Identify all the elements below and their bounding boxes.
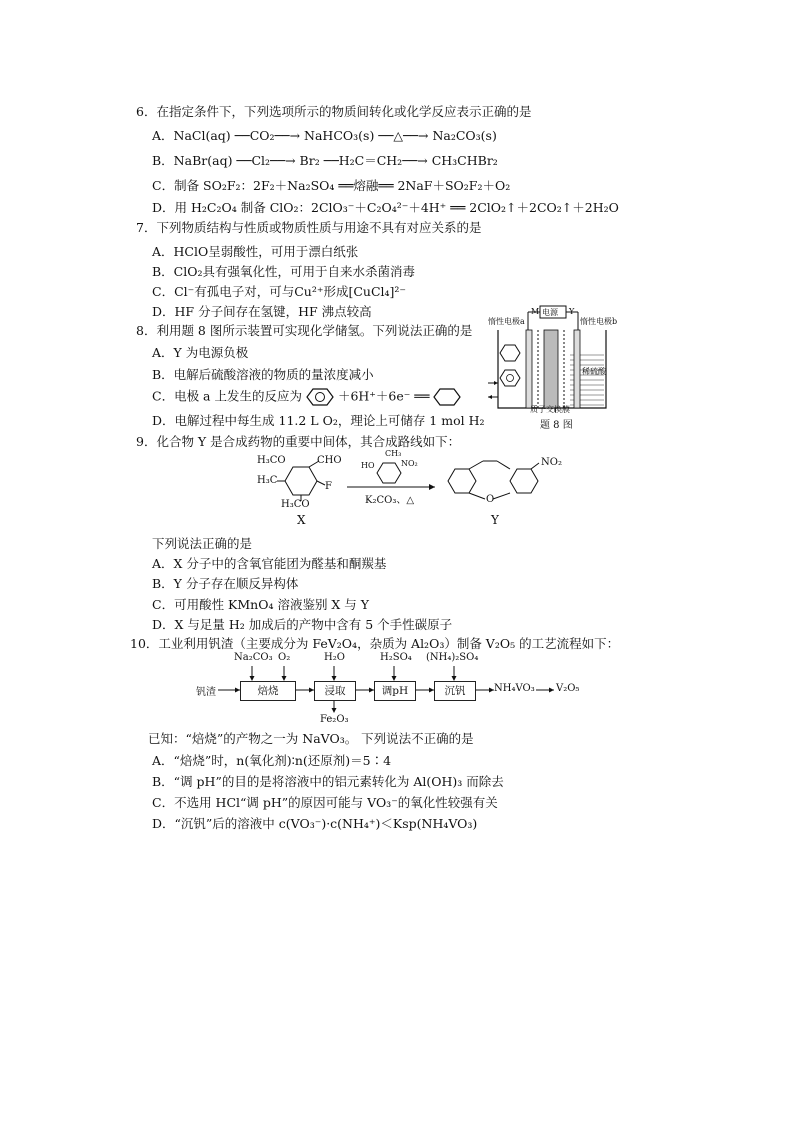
q9-synthesis-scheme bbox=[255, 449, 585, 530]
q10-option-a: A．“焙烧”时，n(氧化剂)∶n(还原剂)＝5∶4 bbox=[152, 753, 392, 768]
q6-option-a: A．NaCl(aq) ──CO₂──→ NaHCO₃(s) ──△──→ Na₂CO₃(s) bbox=[152, 128, 497, 143]
q7-option-d: D．HF 分子间存在氢键，HF 沸点较高 bbox=[152, 304, 372, 319]
x-substituent-cho: CHO bbox=[317, 455, 342, 466]
q10-flowchart bbox=[196, 652, 596, 727]
q10-option-b: B．“调 pH”的目的是将溶液中的铝元素转化为 Al(OH)₃ 而除去 bbox=[152, 774, 504, 789]
y-substituent-o: O bbox=[486, 494, 495, 505]
compound-y-label: Y bbox=[491, 513, 499, 527]
x-substituent-h3co-bottom: H₃CO bbox=[281, 499, 310, 510]
m-label: M bbox=[531, 307, 540, 316]
y-label: Y bbox=[569, 307, 575, 316]
q9-option-c: C．可用酸性 KMnO₄ 溶液鉴别 X 与 Y bbox=[152, 597, 370, 612]
flow-step-roasting: 焙烧 bbox=[240, 681, 296, 701]
sulfuric-acid-label: 稀硫酸 bbox=[582, 367, 606, 376]
flow-product-nh4vo3: NH₄VO₃ bbox=[494, 683, 535, 694]
flow-step-precipitate-vanadium: 沉钒 bbox=[434, 681, 476, 701]
q8-option-b: B．电解后硫酸溶液的物质的量浓度减小 bbox=[152, 367, 374, 382]
electrode-b-label: 惰性电极b bbox=[580, 317, 618, 326]
flow-product-v2o5: V₂O₅ bbox=[556, 683, 580, 694]
reagent-na2co3: Na₂CO₃ bbox=[234, 652, 273, 663]
q6-stem: 6．在指定条件下，下列选项所示的物质间转化或化学反应表示正确的是 bbox=[136, 104, 532, 119]
reagent-h2o: H₂O bbox=[324, 652, 345, 663]
q8-option-c-middle: ＋6H⁺＋6e⁻ ══ bbox=[337, 388, 430, 404]
q10-option-c: C．不选用 HCl“调 pH”的原因可能与 VO₃⁻的氧化性较强有关 bbox=[152, 795, 498, 810]
x-substituent-f: F bbox=[325, 481, 332, 492]
q8-option-c-prefix: C．电极 a 上发生的反应为 bbox=[152, 388, 302, 404]
q9-option-b: B．Y 分子存在顺反异构体 bbox=[152, 576, 299, 591]
q7-option-c: C．Cl⁻有孤电子对，可与Cu²⁺形成[CuCl₄]²⁻ bbox=[152, 284, 406, 299]
q10-known: 已知：“焙烧”的产物之一为 NaVO₃。 下列说法不正确的是 bbox=[148, 731, 474, 746]
reagent-ch3: CH₃ bbox=[385, 449, 402, 458]
q8-option-c bbox=[152, 388, 461, 406]
benzene-icon bbox=[306, 388, 334, 406]
reagent-ho: HO bbox=[361, 461, 375, 470]
membrane-label: 质子交换膜 bbox=[530, 405, 570, 414]
q7-stem: 7．下列物质结构与性质或物质性质与用途不具有对应关系的是 bbox=[136, 220, 482, 235]
q6-option-d: D．用 H₂C₂O₄ 制备 ClO₂：2ClO₃⁻＋C₂O₄²⁻＋4H⁺ ══ 2ClO₂↑＋2CO₂↑＋2H₂O bbox=[152, 200, 619, 215]
electrode-a-label: 惰性电极a bbox=[488, 317, 525, 326]
x-substituent-h3co-top: H₃CO bbox=[257, 455, 286, 466]
q10-stem: 10．工业利用钒渣（主要成分为 FeV₂O₄，杂质为 Al₂O₃）制备 V₂O₅ 的工艺流程如下： bbox=[130, 636, 620, 651]
reagent-h2so4: H₂SO₄ bbox=[380, 652, 412, 663]
reagent-o2: O₂ bbox=[278, 652, 291, 663]
q9-intro: 下列说法正确的是 bbox=[152, 536, 253, 551]
q8-figure bbox=[488, 300, 618, 430]
byproduct-fe2o3: Fe₂O₃ bbox=[320, 714, 349, 725]
flow-step-adjust-ph: 调pH bbox=[374, 681, 416, 701]
q6-option-b: B．NaBr(aq) ──Cl₂──→ Br₂ ──H₂C＝CH₂──→ CH₃CHBr₂ bbox=[152, 153, 498, 168]
power-label: 电源 bbox=[542, 308, 558, 317]
q10-option-d: D．“沉钒”后的溶液中 c(VO₃⁻)·c(NH₄⁺)＜Ksp(NH₄VO₃) bbox=[152, 816, 478, 831]
cyclohexane-icon bbox=[433, 388, 461, 406]
reaction-conditions: K₂CO₃、△ bbox=[365, 495, 415, 506]
q9-option-a: A．X 分子中的含氧官能团为醛基和酮羰基 bbox=[152, 556, 387, 571]
x-substituent-h3c: H₃C bbox=[257, 475, 278, 486]
flow-start-vanadium-slag: 钒渣 bbox=[196, 687, 216, 698]
figure-caption: 题 8 图 bbox=[540, 420, 573, 431]
q9-option-d: D．X 与足量 H₂ 加成后的产物中含有 5 个手性碳原子 bbox=[152, 617, 453, 632]
q8-stem: 8．利用题 8 图所示装置可实现化学储氢。下列说法正确的是 bbox=[136, 323, 473, 338]
q8-option-a: A．Y 为电源负极 bbox=[152, 345, 249, 360]
reagent-no2: NO₂ bbox=[401, 459, 418, 468]
reagent-ammonium-sulfate: (NH₄)₂SO₄ bbox=[426, 652, 479, 663]
q7-option-b: B．ClO₂具有强氧化性，可用于自来水杀菌消毒 bbox=[152, 264, 416, 279]
q7-option-a: A．HClO呈弱酸性，可用于漂白纸张 bbox=[152, 244, 359, 259]
compound-x-label: X bbox=[297, 513, 306, 527]
q6-option-c: C．制备 SO₂F₂：2F₂＋Na₂SO₄ ══熔融══ 2NaF＋SO₂F₂＋O₂ bbox=[152, 178, 511, 193]
q9-stem: 9．化合物 Y 是合成药物的重要中间体，其合成路线如下： bbox=[136, 434, 461, 449]
flow-step-leaching: 浸取 bbox=[314, 681, 356, 701]
y-substituent-no2: NO₂ bbox=[541, 457, 562, 468]
q8-option-d: D．电解过程中每生成 11.2 L O₂，理论上可储存 1 mol H₂ bbox=[152, 413, 485, 428]
